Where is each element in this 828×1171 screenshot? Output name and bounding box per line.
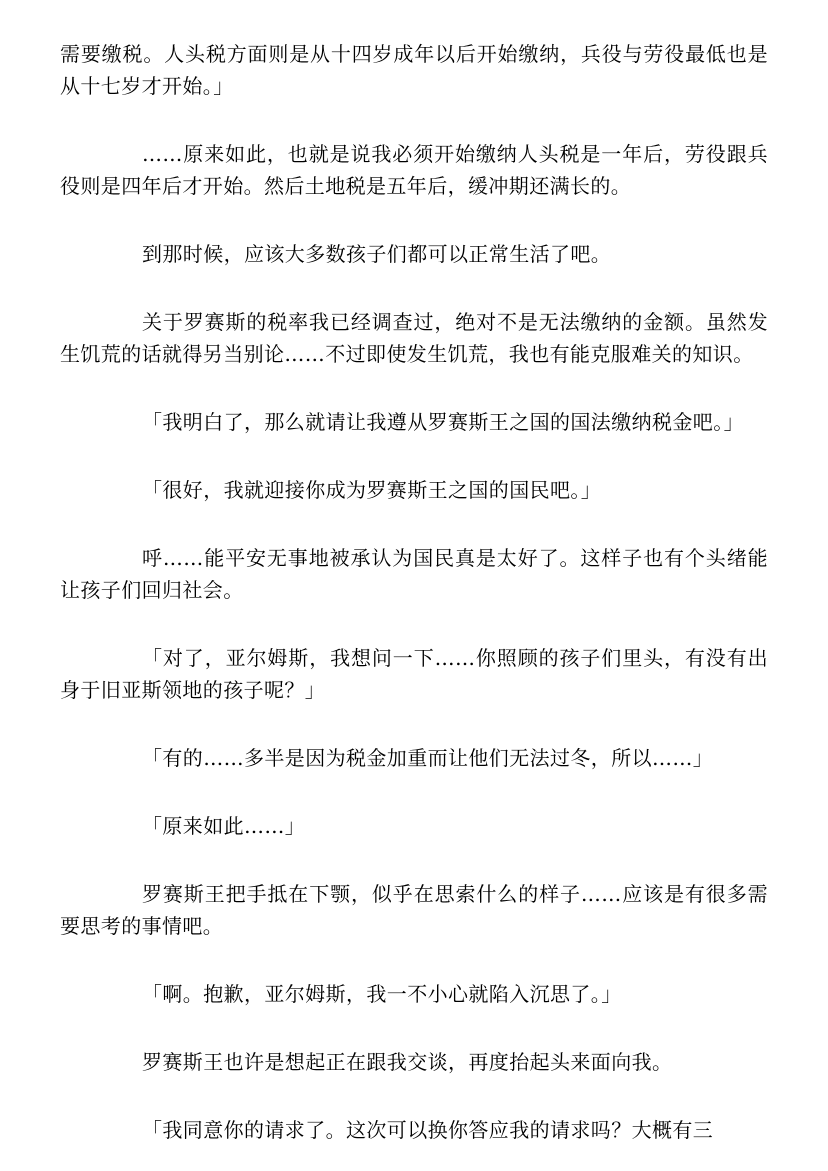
paragraph: 呼……能平安无事地被承认为国民真是太好了。这样子也有个头绪能让孩子们回归社会。 — [60, 546, 768, 602]
paragraph: 关于罗赛斯的税率我已经调查过，绝对不是无法缴纳的金额。虽然发生饥荒的话就得另当别论……不过即使发生饥荒，我也有能克服难关的知识。 — [60, 310, 768, 366]
paragraph: 到那时候，应该大多数孩子们都可以正常生活了吧。 — [142, 242, 612, 266]
paragraph-continued: 需要缴税。人头税方面则是从十四岁成年以后开始缴纳，兵役与劳役最低也是从十七岁才开始。」 — [60, 42, 768, 98]
paragraph: ……原来如此，也就是说我必须开始缴纳人头税是一年后，劳役跟兵役则是四年后才开始。然后土地税是五年后，缓冲期还满长的。 — [60, 142, 768, 198]
dialogue-paragraph: 「有的……多半是因为税金加重而让他们无法过冬，所以……」 — [142, 746, 714, 770]
dialogue-paragraph: 「啊。抱歉，亚尔姆斯，我一不小心就陷入沉思了。」 — [142, 982, 622, 1006]
dialogue-paragraph: 「原来如此……」 — [142, 814, 306, 838]
text-body — [60, 38, 768, 1171]
paragraph: 罗赛斯王把手抵在下颚，似乎在思索什么的样子……应该是有很多需要思考的事情吧。 — [60, 882, 768, 938]
dialogue-paragraph: 「很好，我就迎接你成为罗赛斯王之国的国民吧。」 — [142, 478, 602, 502]
dialogue-paragraph: 「我明白了，那么就请让我遵从罗赛斯王之国的国法缴纳税金吧。」 — [142, 410, 744, 434]
paragraph: 罗赛斯王也许是想起正在跟我交谈，再度抬起头来面向我。 — [142, 1050, 673, 1074]
dialogue-paragraph: 「对了，亚尔姆斯，我想问一下……你照顾的孩子们里头，有没有出身于旧亚斯领地的孩子呢？」 — [60, 646, 768, 702]
dialogue-paragraph-truncated: 「我同意你的请求了。这次可以换你答应我的请求吗？大概有三 — [142, 1118, 714, 1142]
